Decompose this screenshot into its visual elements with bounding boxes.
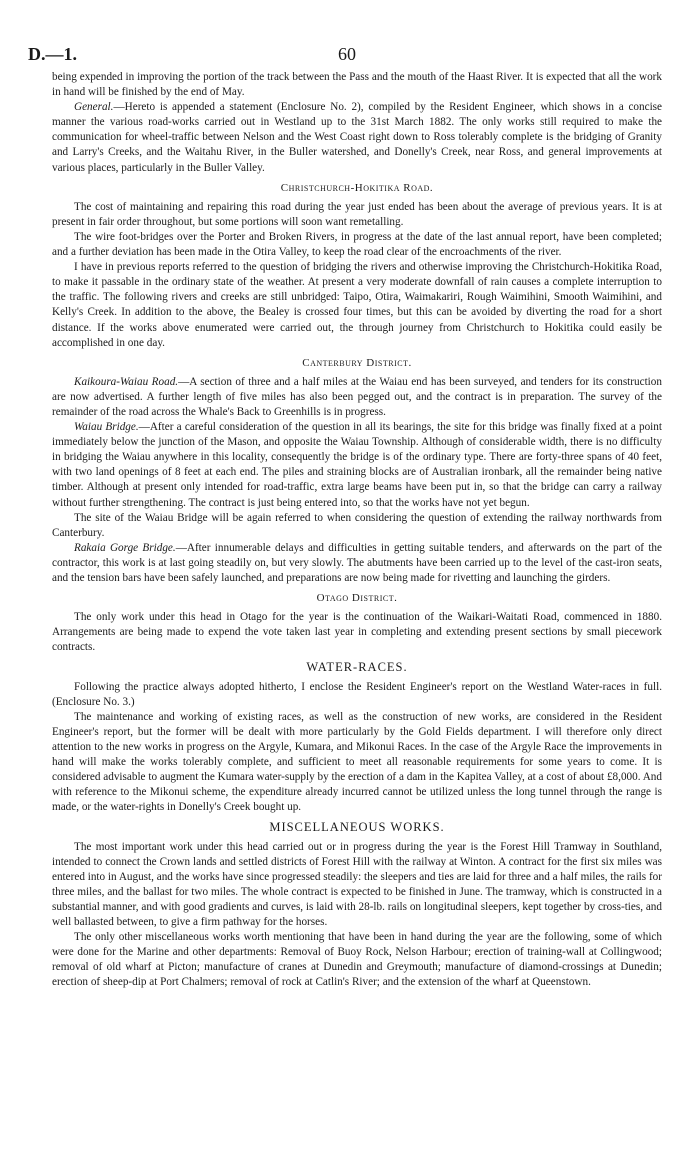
- paragraph-text: —A section of three and a half miles at the Waiau end has been surveyed, and tenders for its construction are now advertised. A further length of five miles has also been pegged out, and the contract is in preparation. The survey of the remainder of the road across the Whale's Back to Greenhills is in progress.: [52, 375, 662, 418]
- paragraph: [52, 541, 662, 586]
- paragraph: being expended in improving the portion of the track between the Pass and the mouth of the Haast River. It is expected that all the work in hand will be finished by the end of May.: [52, 71, 662, 99]
- paragraph: The maintenance and working of existing races, as well as the construction of new works, are considered in the Resident Engineer's report, but the former will be dealt with more particularly by the Gold Fields department. I will therefore only direct attention to the new works in progress on the Argyle, Kumara, and Mikonui Races. In the case of the Argyle Race the improvements in hand will make the works tolerably complete, and sufficient to meet all reasonable requirements for some years to come. It is considered advisable to augment the Kumara water-supply by the erection of a dam in the Kapitea Valley, at a cost of about £8,000. And with reference to the Mikonui scheme, the expenditure already incurred cannot be utilized unless the long tunnel through the range is made, or the water-rights in Donelly's Creek bought up.: [52, 710, 662, 814]
- paragraph: The only other miscellaneous works worth mentioning that have been in hand during the year are the following, some of which were done for the Marine and other departments: Removal of Buoy Rock, Nelson Harbour; erection of training-wall at Collingwood; removal of old wharf at Picton; manufacture of cranes at Dunedin and Greymouth; manufacture of diamond-crossings at Dunedin; erection of sheep-dip at Port Chalmers; removal of rock at Catlin's River; and the extension of the wharf at Queenstown.: [52, 931, 662, 989]
- paragraph: The site of the Waiau Bridge will be again referred to when considering the question of extending the railway northwards from Canterbury.: [52, 511, 662, 539]
- paragraph: I have in previous reports referred to the question of bridging the rivers and otherwise improving the Christchurch-Hokitika Road, to make it passable in the ordinary state of the weather. At present a very moderate downfall of rain causes a complete interruption to the traffic. The following rivers and creeks are still unbridged: Taipo, Otira, Waimakariri, Rough Waimihini, Smooth Waimihini, and Kelly's Creek. In addition to the above, the Bealey is crossed four times, but this can be avoided by diverting the road for a short distance. If the works above enumerated were carried out, the through journey from Christchurch to Hokitika could easily be accomplished in one day.: [52, 261, 662, 349]
- paragraph: The only work under this head in Otago for the year is the continuation of the Waikari-Waitati Road, commenced in 1880. Arrangements are being made to expend the vote taken last year in completing and extending present sections by small piecework contracts.: [52, 611, 662, 654]
- paragraph: [52, 420, 662, 511]
- section-heading: Canterbury District.: [302, 356, 412, 369]
- section-heading: WATER-RACES.: [306, 660, 408, 675]
- paragraph-lead: Waiau Bridge.: [74, 421, 139, 434]
- paragraph-text: —After innumerable delays and difficulties in getting suitable tenders, and afterwards on the part of the contractor, this work is at last going steadily on, but very slowly. The abutments have been carried up to the level of the cast-iron seats, and the tension bars have been safely launched, and preparations are now being made for rivetting and launching the girders.: [52, 541, 662, 584]
- section-heading: Christchurch-Hokitika Road.: [280, 181, 434, 194]
- paragraph-lead: Kaikoura-Waiau Road.: [74, 375, 179, 388]
- paragraph: Following the practice always adopted hitherto, I enclose the Resident Engineer's report on the Westland Water-races in full. (Enclosure No. 3.): [52, 680, 662, 708]
- document-body: [52, 70, 662, 990]
- section-heading: MISCELLANEOUS WORKS.: [269, 820, 445, 835]
- paragraph-text: —Hereto is appended a statement (Enclosure No. 2), compiled by the Resident Engineer, which shows in a concise manner the various road-works carried out in Westland up to the 31st March 1882. The only works still required to make the communication for wheel-traffic between Nelson and the West Coast right down to Ross tolerably complete is the bridging of Granity and Larry's Creeks, and the Waitahu River, in the Buller watershed, and Donelly's Creek, near Ross, and general improvements at various places, particularly in the Buller Valley.: [52, 101, 662, 174]
- page-number: 60: [338, 44, 356, 64]
- paragraph: The most important work under this head carried out or in progress during the year is the Forest Hill Tramway in Southland, intended to connect the Crown lands and settled districts of Forest Hill with the railway at Winton. A contract for the first six miles was entered into in August, and the works have since progressed steadily: the sleepers and ties are laid for three and a half miles, the rails for three miles, and the ballast for two miles. The whole contract is expected to be finished in June. The tramway, which is constructed in a substantial manner, and with good gradients and curves, is laid with 28-lb. rails on longitudinal sleepers, kept together by cross-ties, and well ballasted between, to give a firm pathway for the horses.: [52, 840, 662, 928]
- paragraph: [52, 375, 662, 420]
- paragraph: [52, 100, 662, 175]
- document-reference: D.—1.: [28, 44, 77, 64]
- paragraph-lead: Rakaia Gorge Bridge.: [74, 541, 176, 554]
- paragraph: The cost of maintaining and repairing this road during the year just ended has been about the average of previous years. It is at present in fair order throughout, but some portions will soon want remetalling.: [52, 200, 662, 228]
- paragraph-lead: General.: [74, 101, 114, 114]
- paragraph-text: —After a careful consideration of the question in all its bearings, the site for this bridge was finally fixed at a point immediately below the junction of the Mason, and opposite the Waiau Township. Although of considerable width, there is no difficulty in bridging the Waiau anywhere in this locality, consequently the bridge is of the ordinary type. There are forty-three spans of 40 feet, with two land openings of 8 feet at each end. The piles and straining blocks are of Australian ironbark, all the remainder being native timber. Although at present only intended for road-traffic, extra large beams have been put in, so that the bridge can carry a railway without further strengthening. The contract is just being entered into, so that the works have not yet begun.: [52, 421, 662, 509]
- section-heading: Otago District.: [316, 592, 398, 605]
- paragraph: The wire foot-bridges over the Porter and Broken Rivers, in progress at the date of the last annual report, have been completed; and a further deviation has been made in the Otira Valley, to keep the road clear of the encroachments of the river.: [52, 230, 662, 259]
